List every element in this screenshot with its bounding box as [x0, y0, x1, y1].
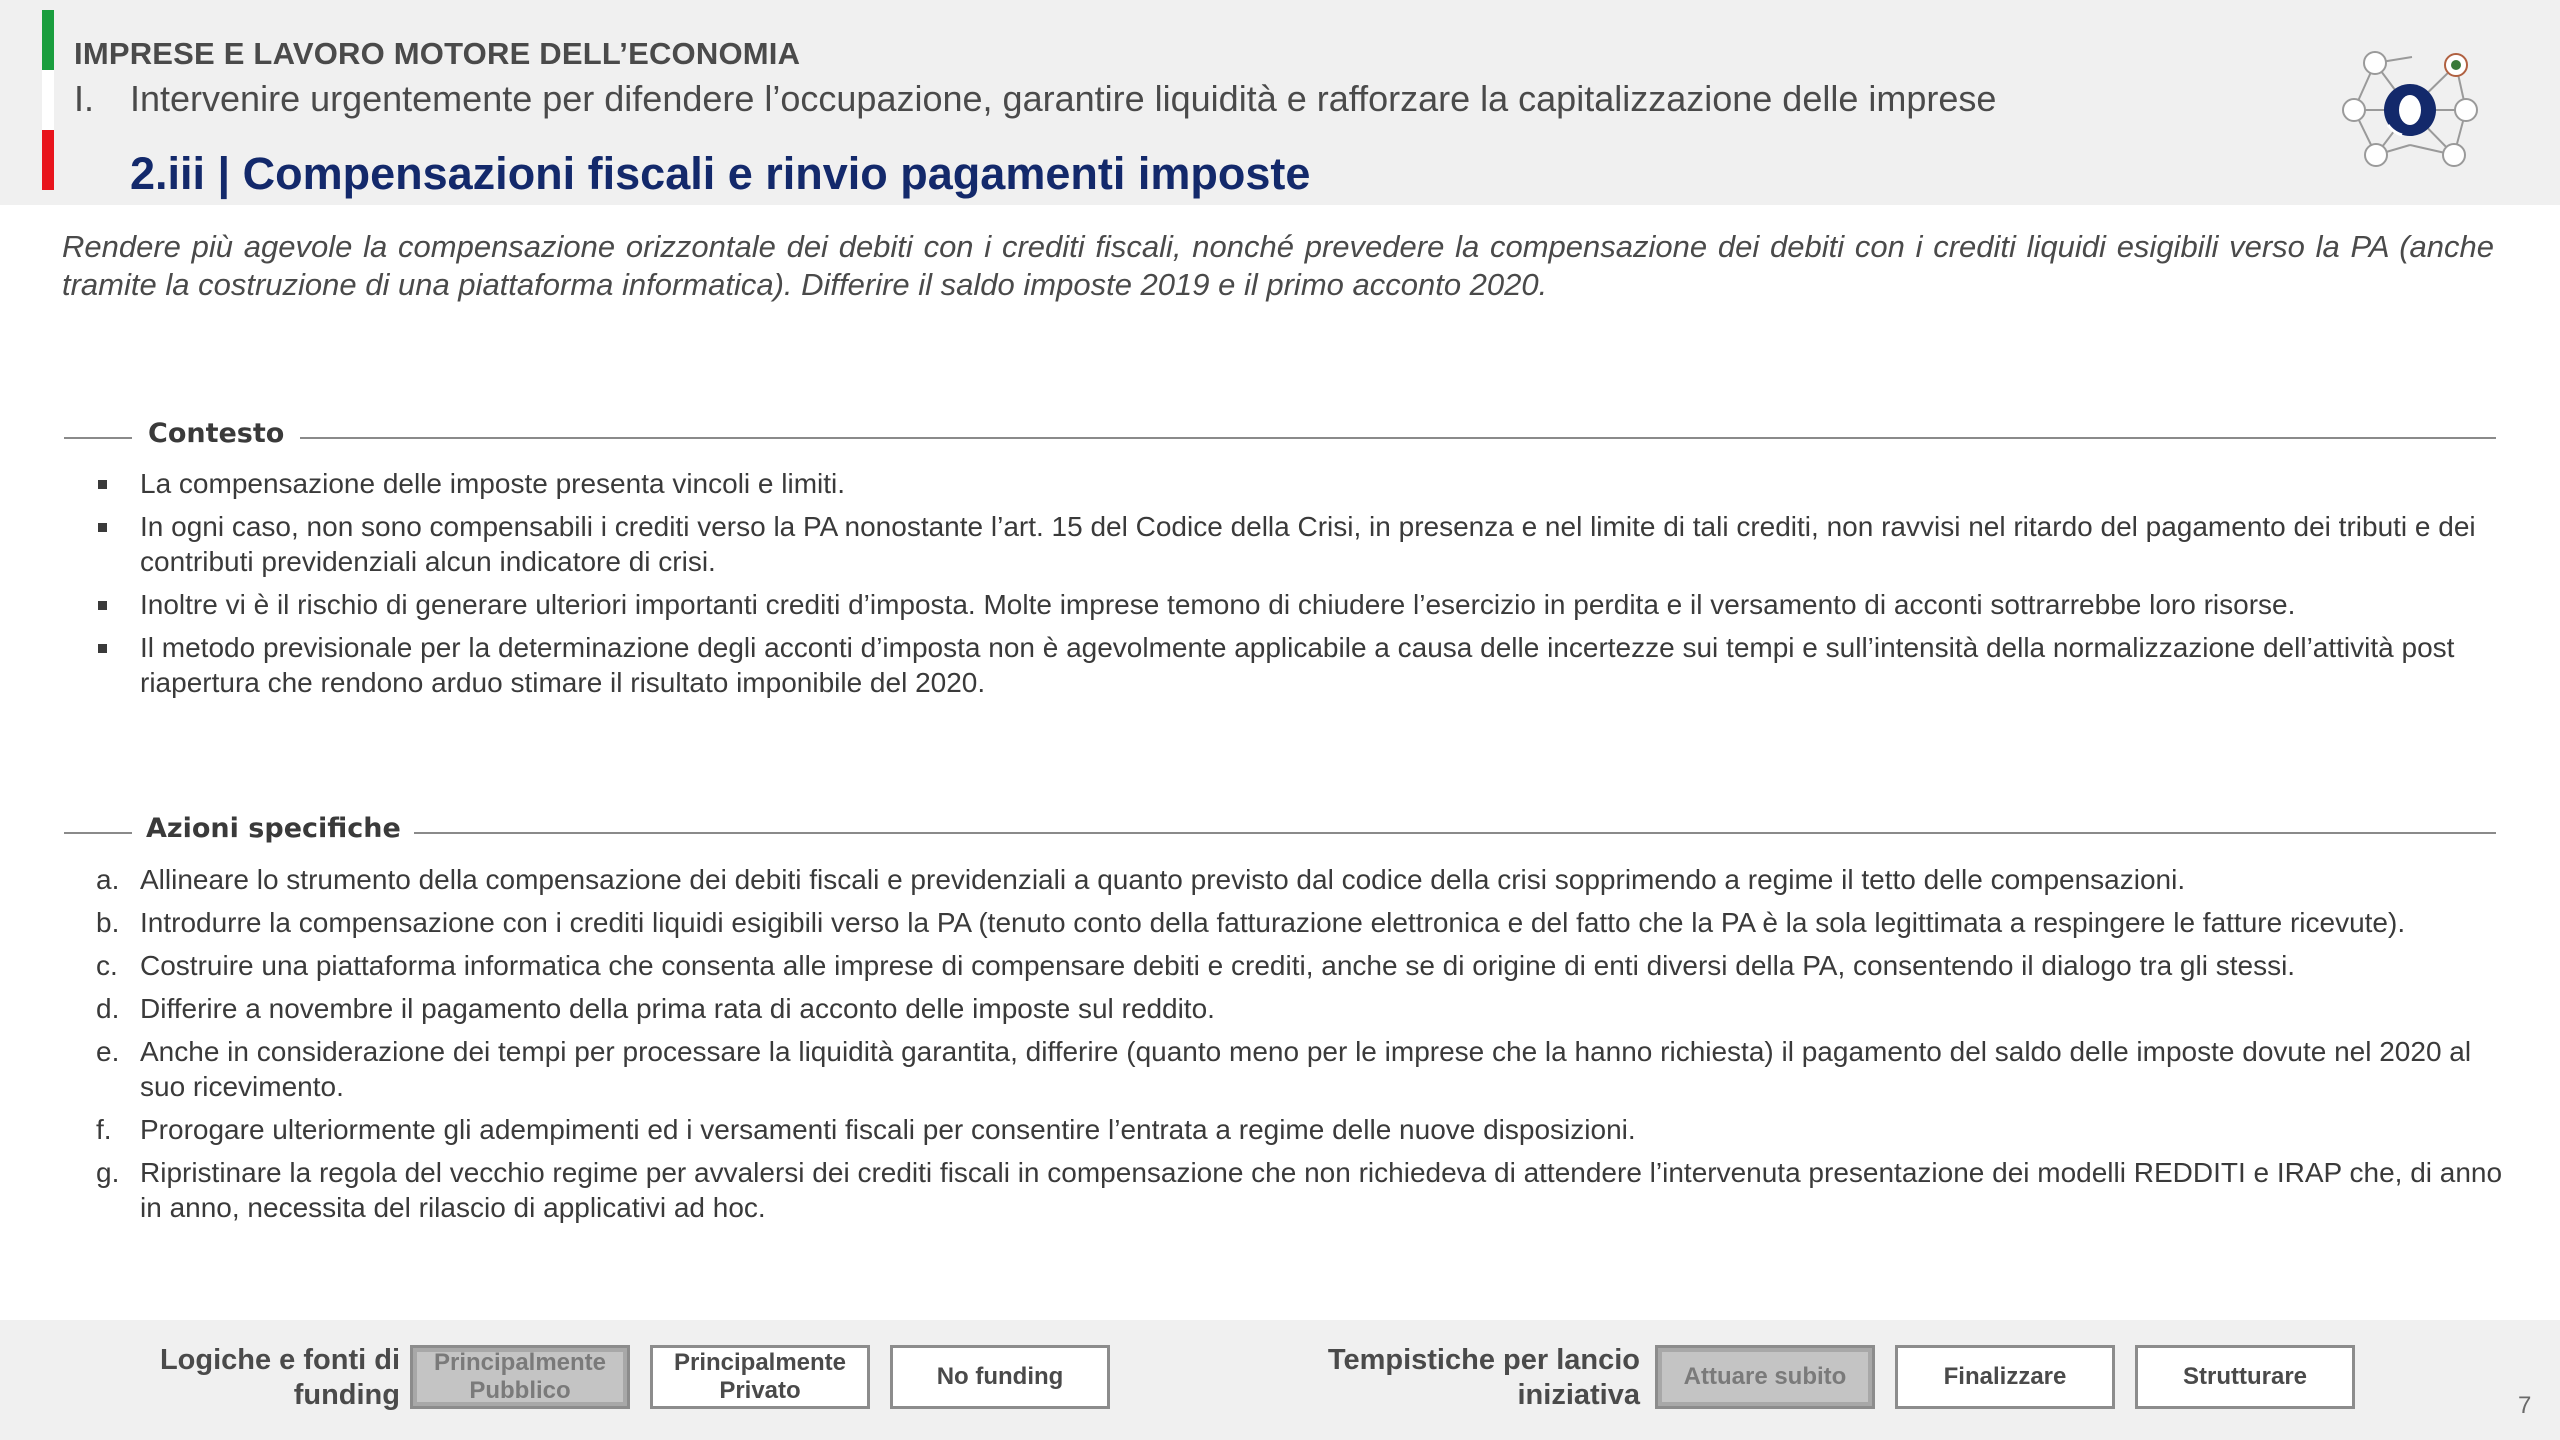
funding-option-no-funding[interactable]: [890, 1345, 1110, 1409]
list-item-text: Costruire una piattaforma informatica che consenta alle imprese di compensare debiti e crediti, anche se di origine di enti diversi della PA, consentendo il dialogo tra gli stessi.: [140, 950, 2296, 981]
list-item-text: Introdurre la compensazione con i crediti liquidi esigibili verso la PA (tenuto conto della fatturazione elettronica e del fatto che la PA è la sola legittimata a respingere le fatture ricevute).: [140, 907, 2406, 938]
network-logo-icon: [2330, 45, 2490, 175]
funding-label-line: Logiche e fonti di: [159, 1344, 400, 1376]
list-marker: b.: [96, 907, 120, 938]
page-title: 2.iii | Compensazioni fiscali e rinvio pagamenti imposte: [130, 148, 1311, 199]
list-item: [92, 991, 2512, 1026]
list-item: [92, 905, 2512, 940]
contesto-header: [64, 418, 2496, 458]
divider: [64, 832, 132, 834]
timing-label-line: iniziativa: [1517, 1379, 1640, 1411]
list-item: [92, 862, 2512, 897]
azioni-list: [92, 862, 2512, 1233]
section-title: IMPRESE E LAVORO MOTORE DELL’ECONOMIA: [74, 36, 801, 71]
flag-red-stripe: [42, 130, 54, 190]
flag-green-stripe: [42, 10, 54, 70]
list-marker: d.: [96, 993, 120, 1024]
list-marker: g.: [96, 1157, 120, 1188]
list-item: In ogni caso, non sono compensabili i crediti verso la PA nonostante l’art. 15 del Codice della Crisi, in presenza e nel limite di tali crediti, non ravvisi nel ritardo del pagamento dei tributi e dei contributi previdenziali alcun indicatore di crisi.: [92, 509, 2512, 579]
option-label: Strutturare: [2182, 1363, 2308, 1390]
timing-option-attuare-subito[interactable]: [1655, 1345, 1875, 1409]
option-label: Attuare subito: [1683, 1363, 1847, 1390]
list-marker: f.: [96, 1114, 112, 1145]
pillar-number: I.: [74, 78, 95, 119]
pillar-text: Intervenire urgentemente per difendere l’occupazione, garantire liquidità e rafforzare la capitalizzazione delle imprese: [130, 78, 1997, 119]
list-item: Inoltre vi è il rischio di generare ulteriori importanti crediti d’imposta. Molte imprese temono di chiudere l’esercizio in perdita e il versamento di acconti sottrarrebbe loro risorse.: [92, 587, 2512, 622]
page-number: 7: [2518, 1392, 2532, 1419]
list-item-text: Prorogare ulteriormente gli adempimenti ed i versamenti fiscali per consentire l’entrata a regime delle nuove disposizioni.: [140, 1114, 1636, 1145]
list-item-text: Anche in considerazione dei tempi per processare la liquidità garantita, differire (quanto meno per le imprese che la hanno richiesta) il pagamento del saldo delle imposte dovute nel 2020 al suo ricevimento.: [140, 1036, 2472, 1102]
funding-option-privato[interactable]: [650, 1345, 870, 1409]
option-label: Privato: [719, 1377, 801, 1404]
funding-label: [100, 1343, 400, 1413]
list-item-text: Ripristinare la regola del vecchio regime per avvalersi dei crediti fiscali in compensazione che non richiedeva di attendere l’intervenuta presentazione dei modelli REDDITI e IRAP che, di anno in anno, necessita del rilascio di applicativi ad hoc.: [140, 1157, 2503, 1223]
list-item: [92, 1034, 2512, 1104]
azioni-heading: Azioni specifiche: [146, 813, 401, 844]
flag-white-stripe: [42, 70, 54, 130]
list-item: [92, 948, 2512, 983]
option-label: Finalizzare: [1943, 1363, 2067, 1390]
option-label: No funding: [936, 1363, 1064, 1390]
list-item: Il metodo previsionale per la determinazione degli acconti d’imposta non è agevolmente applicabile a causa delle incertezze sui tempi e sull’intensità della normalizzazione dell’attività post riapertura che rendono arduo stimare il risultato imponibile del 2020.: [92, 630, 2512, 700]
azioni-header: [64, 813, 2496, 853]
timing-option-strutturare[interactable]: [2135, 1345, 2355, 1409]
option-label: Pubblico: [469, 1377, 571, 1404]
funding-option-pubblico[interactable]: [410, 1345, 630, 1409]
intro-text: Rendere più agevole la compensazione orizzontale dei debiti con i crediti fiscali, nonché prevedere la compensazione dei debiti con i crediti liquidi esigibili verso la PA (anche tramite la costruzione di una piattaforma informatica). Differire il saldo imposte 2019 e il primo acconto 2020.: [62, 229, 2494, 302]
funding-label-line: funding: [293, 1379, 400, 1411]
contesto-heading: Contesto: [148, 418, 285, 449]
divider: [64, 437, 132, 439]
pillar-heading: [74, 78, 1996, 120]
list-item: La compensazione delle imposte presenta vincoli e limiti.: [92, 466, 2512, 501]
option-label: Principalmente: [673, 1349, 847, 1376]
list-marker: e.: [96, 1036, 120, 1067]
contesto-list: [92, 466, 2512, 708]
timing-label-line: Tempistiche per lancio: [1327, 1344, 1640, 1376]
timing-option-finalizzare[interactable]: [1895, 1345, 2115, 1409]
list-item-text: Allineare lo strumento della compensazione dei debiti fiscali e previdenziali a quanto previsto dal codice della crisi sopprimendo a regime il tetto delle compensazioni.: [140, 864, 2186, 895]
list-item: [92, 1155, 2512, 1225]
divider: [414, 832, 2496, 834]
list-marker: a.: [96, 864, 120, 895]
option-label: Principalmente: [433, 1349, 607, 1376]
divider: [300, 437, 2496, 439]
list-item: [92, 1112, 2512, 1147]
list-item-text: Differire a novembre il pagamento della prima rata di acconto delle imposte sul reddito.: [140, 993, 1215, 1024]
timing-label: [1240, 1343, 1640, 1413]
list-marker: c.: [96, 950, 118, 981]
